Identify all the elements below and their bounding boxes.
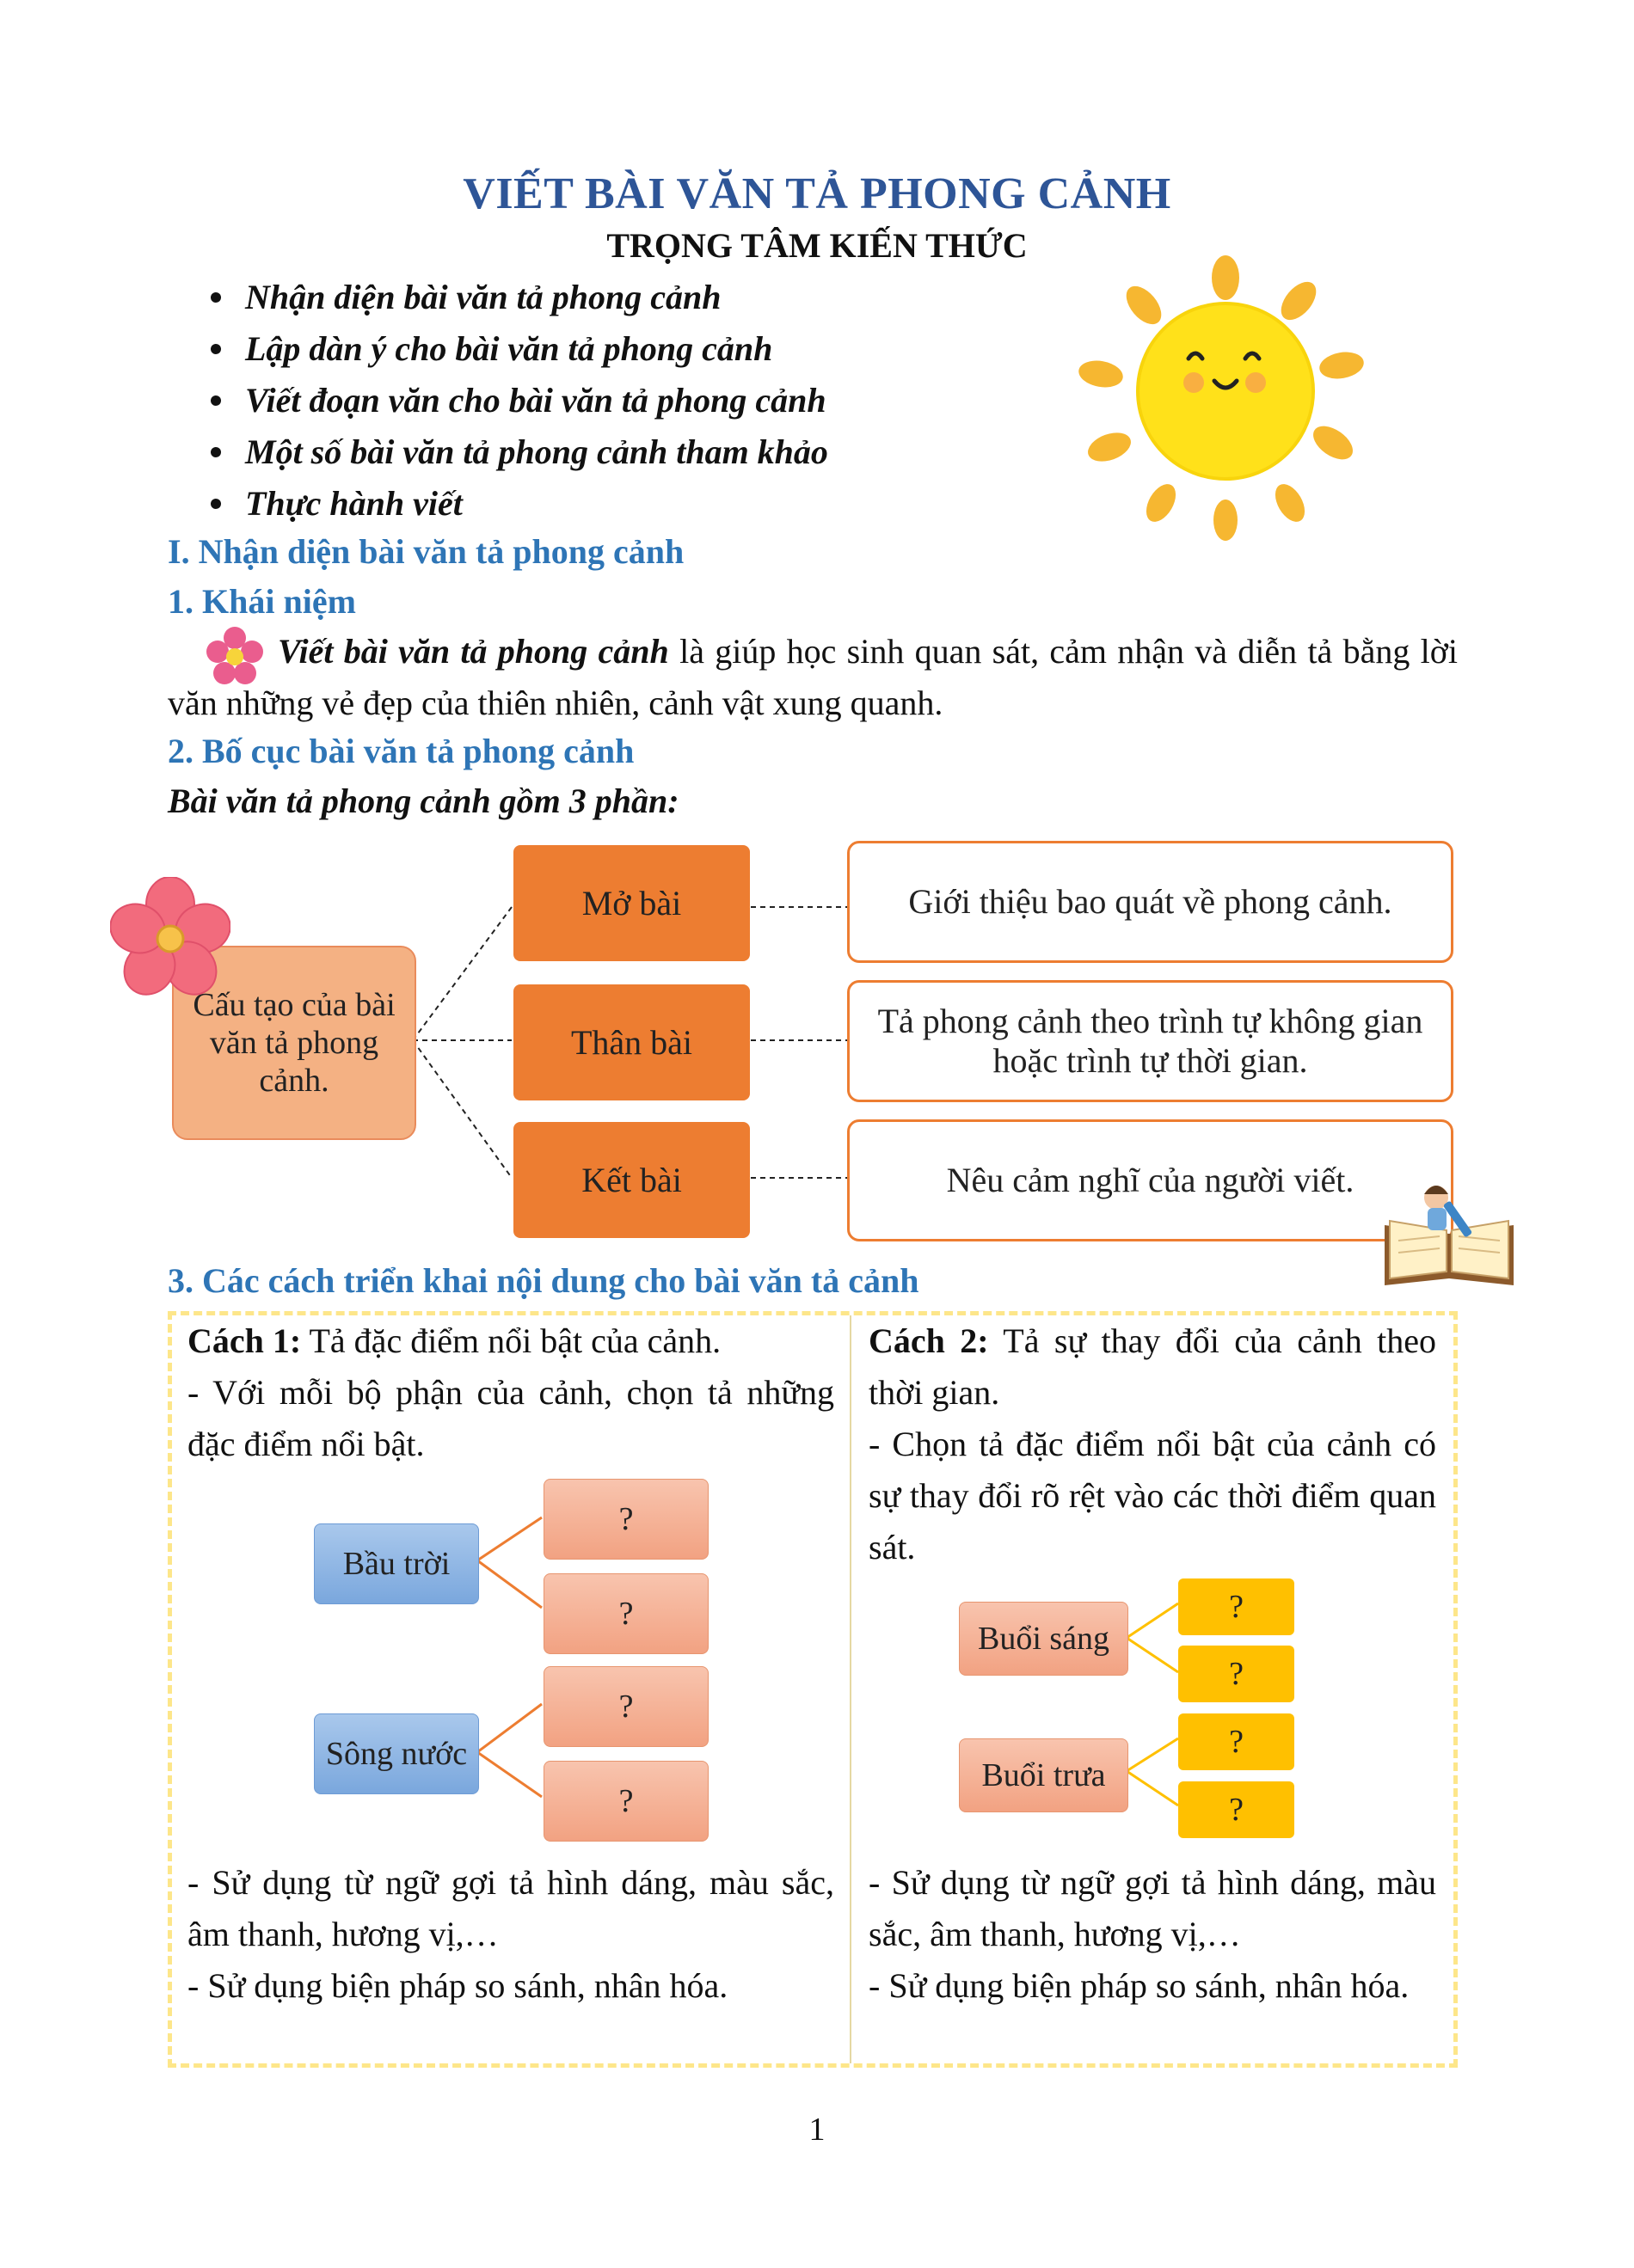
placeholder-box: ? [544,1573,709,1654]
list-item: Lập dàn ý cho bài văn tả phong cảnh [211,323,828,375]
bullet-icon [211,447,221,457]
node-morning: Buổi sáng [959,1602,1128,1676]
node-river: Sông nước [314,1713,479,1794]
page-subtitle: TRỌNG TÂM KIẾN THỨC [606,226,1028,265]
sun-illustration [1075,254,1385,546]
part-desc-body: Tả phong cảnh theo trình tự không gian hoặc trình tự thời gian. [847,980,1453,1102]
list-item: Thực hành viết [211,478,828,530]
node-noon: Buổi trưa [959,1738,1128,1812]
placeholder-box: ? [1178,1781,1294,1838]
structure-root-box: Cấu tạo của bài văn tả phong cảnh. [172,946,416,1140]
list-item: Nhận diện bài văn tả phong cảnh [211,272,828,323]
section3-heading: 3. Các cách triển khai nội dung cho bài văn tả cảnh [168,1261,919,1300]
bullet-icon [211,395,221,406]
objectives-list [211,272,828,530]
list-item: Một số bài văn tả phong cảnh tham khảo [211,426,828,478]
part-box-body: Thân bài [513,984,750,1100]
placeholder-box: ? [1178,1646,1294,1702]
placeholder-box: ? [1178,1713,1294,1770]
flower-icon [110,877,230,997]
page-title: VIẾT BÀI VĂN TẢ PHONG CẢNH [463,169,1171,218]
list-item: Viết đoạn văn cho bài văn tả phong cảnh [211,375,828,426]
bullet-icon [211,292,221,303]
part-box-conclusion: Kết bài [513,1122,750,1238]
part-desc-intro: Giới thiệu bao quát về phong cảnh. [847,841,1453,963]
book-illustration [1376,1174,1522,1294]
placeholder-box: ? [544,1761,709,1842]
placeholder-box: ? [544,1666,709,1747]
layout-intro: Bài văn tả phong cảnh gồm 3 phần: [168,782,679,820]
page-number: 1 [808,2112,826,2148]
concept-paragraph: Viết bài văn tả phong cảnh là giúp học sinh quan sát, cảm nhận và diễn tả bằng lời văn những vẻ đẹp của thiên nhiên, cảnh vật xung quanh. [168,632,1458,722]
layout-heading: 2. Bố cục bài văn tả phong cảnh [168,732,635,770]
method2-notes: - Sử dụng từ ngữ gợi tả hình dáng, màu sắc, âm thanh, hương vị,… - Sử dụng biện pháp so sánh, nhân hóa. [869,1863,1436,2005]
method2-cell: Cách 2: Tả sự thay đổi của cảnh theo thời gian. - Chọn tả đặc điểm nổi bật của cảnh có sự thay đổi rõ rệt vào các thời điểm quan sát. [869,1321,1436,1566]
method1-cell: Cách 1: Tả đặc điểm nổi bật của cảnh. - Với mỗi bộ phận của cảnh, chọn tả những đặc điểm nổi bật. [187,1321,834,1463]
node-sky: Bầu trời [314,1523,479,1604]
placeholder-box: ? [1178,1578,1294,1635]
placeholder-box: ? [544,1479,709,1560]
concept-heading: 1. Khái niệm [168,582,356,621]
part-desc-conclusion: Nêu cảm nghĩ của người viết. [847,1119,1453,1241]
method1-notes: - Sử dụng từ ngữ gợi tả hình dáng, màu sắc, âm thanh, hương vị,… - Sử dụng biện pháp so sánh, nhân hóa. [187,1863,834,2005]
part-box-intro: Mở bài [513,845,750,961]
section-heading: I. Nhận diện bài văn tả phong cảnh [168,532,685,571]
bullet-icon [211,499,221,509]
bullet-icon [211,344,221,354]
